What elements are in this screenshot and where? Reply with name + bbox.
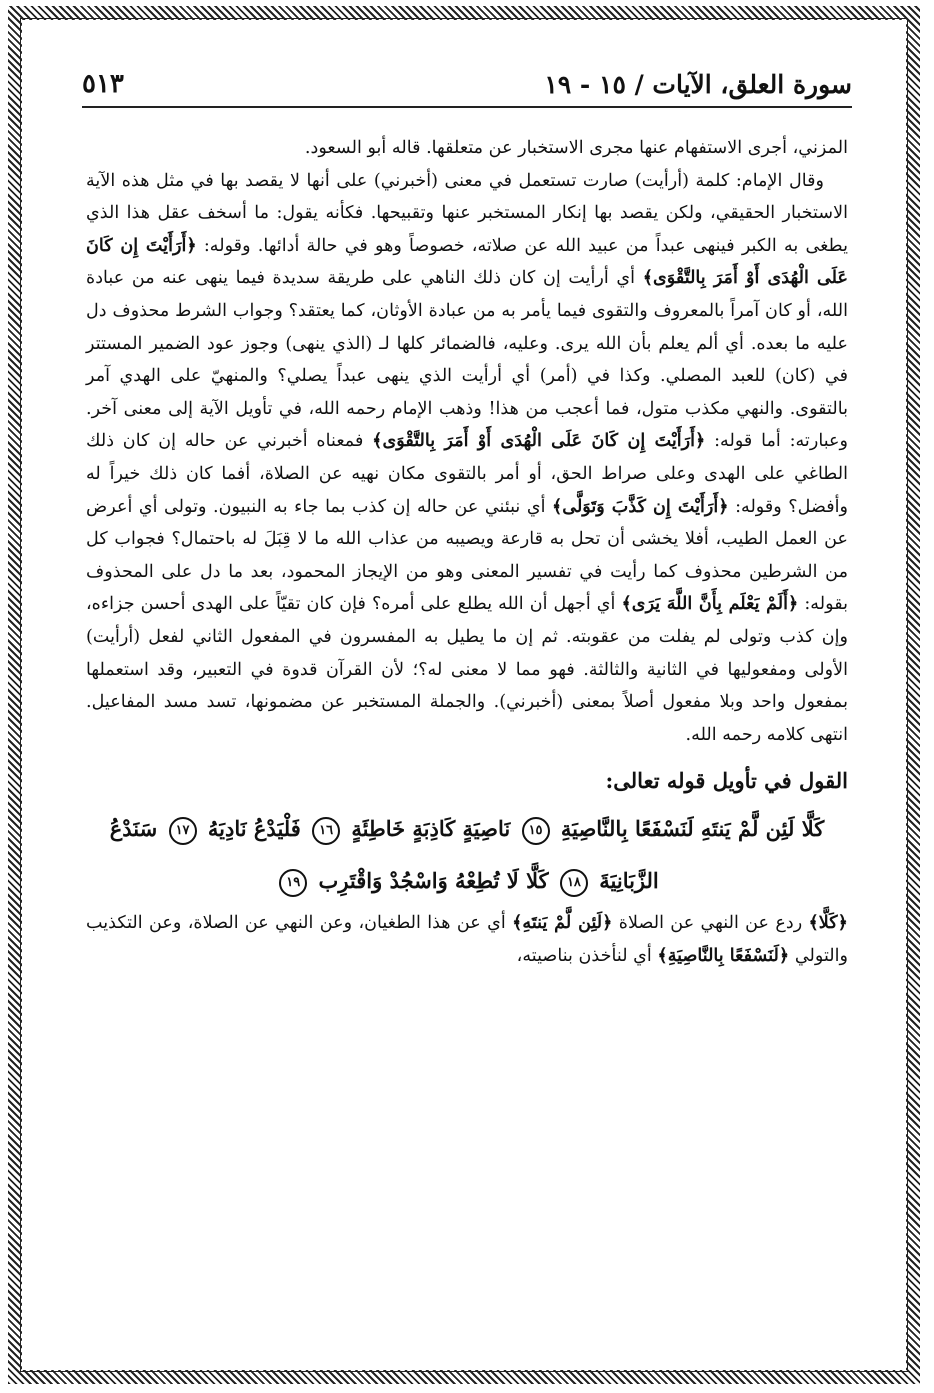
verse-number-marker: ١٦ — [312, 817, 340, 845]
verse-line-1 — [86, 803, 848, 855]
page-header — [82, 62, 852, 108]
section-heading: القول في تأويل قوله تعالى: — [605, 768, 848, 794]
text-run: أي لنأخذن بناصيته، — [516, 945, 658, 966]
quran-quote: ﴿أَرَأَيْتَ إِن كَانَ عَلَى الْهُدَى أَوْ أَمَرَ بِالتَّقْوَى﴾ — [86, 234, 848, 289]
text-run: وقال الإمام: كلمة (أرأيت) صارت تستعمل في معنى (أخبرني) على أنها لا يقصد بها في مثل هذه الآية الاستخبار الحقيقي، ولكن يقصد بها إنكار المستخبر عنها وتقبيحها. فكأنه يقول: ما أسخف عقل هذا الذي يطغى به الكبر فينهى عبداً من عبيد الله عن صلاته، خصوصاً وهو في حالة أدائها. وقوله: — [86, 170, 848, 256]
running-title: سورة العلق، الآيات / ١٥ - ١٩ — [544, 69, 852, 99]
paragraph-1 — [86, 132, 848, 165]
verse-line-2 — [86, 855, 848, 907]
verse-number-marker: ١٧ — [169, 817, 197, 845]
text-run: المزني، أجرى الاستفهام عنها مجرى الاستخبار عن متعلقها. قاله أبو السعود. — [304, 138, 848, 158]
verse-text: الزَّبَانِيَةَ — [599, 868, 659, 894]
page-number: ٥١٣ — [82, 69, 124, 99]
verse-number-marker: ١٩ — [279, 869, 307, 897]
verse-number-marker: ١٥ — [522, 817, 550, 845]
quran-quote: ﴿أَرَأَيْتَ إِن كَذَّبَ وَتَوَلَّى﴾ — [551, 495, 729, 517]
quran-quote: ﴿كَلَّا﴾ — [808, 912, 848, 934]
verse-number-marker: ١٨ — [560, 869, 588, 897]
quran-quote: ﴿أَلَمْ يَعْلَم بِأَنَّ اللَّهَ يَرَى﴾ — [621, 593, 799, 615]
verse-text: سَنَدْعُ — [109, 816, 158, 842]
quran-quote: ﴿لَنَسْفَعًا بِالنَّاصِيَةِ﴾ — [657, 944, 790, 966]
text-run: فمعناه أخبرني عن حاله إن كان ذلك الطاغي على الهدى وعلى صراط الحق، أو أمر بالتقوى مكان نهيه عن الصلاة، أفما كان ذلك خيراً له وأفضل؟ وقوله: — [86, 431, 848, 517]
text-run: أي أرأيت إن كان ذلك الناهي على طريقة سديدة فيما ينهى عنه من عبادة الله، أو كان آمراً بالمعروف والتقوى فيما يأمر به من عبادة الأوثان، كما يعتقد؟ وجواب الشرط محذوف دل عليه ما بعده. أي ألم يعلم بأن الله يرى. وعليه، فالضمائر كلها لـ (الذي ينهى) وجوز عود الضمير المستتر في (كان) للعبد المصلي. وكذا في (أمر) أي أرأيت الذي ينهى عبداً يصلي؟ والمنهيّ على الهدي آمر بالتقوى. والنهي مكذب متول، فما أعجب من هذا! وذهب الإمام رحمه الله، في تأويل الآية إلى معنى آخر. وعبارته: أما قوله: — [86, 268, 848, 452]
text-run: أي عن هذا الطغيان، وعن النهي عن الصلاة، وعن التكذيب والتولي — [86, 913, 848, 966]
page-body — [86, 132, 848, 972]
verse-text: نَاصِيَةٍ كَاذِبَةٍ خَاطِئَةٍ — [351, 816, 511, 842]
verse-text: فَلْيَدْعُ نَادِيَهُ — [207, 816, 301, 842]
text-run: أي نبئني عن حاله إن كذب بما جاء به النبيون. وتولى أي أعرض عن العمل الطيب، أفلا يخشى أن تحل به قارعة ويصيبه من عذاب الله ما لا قِبَلَ له باحتمال؟ فجواب كل من الشرطين محذوف كما رأيت في تفسير المعنى وهو من الإيجاز المحمود، بعد ما دل على المحذوف بقوله: — [86, 496, 848, 615]
verse-text: كَلَّا لَئِن لَّمْ يَنتَهِ لَنَسْفَعًا بِالنَّاصِيَةِ — [560, 816, 825, 842]
verse-text: كَلَّا لَا تُطِعْهُ وَاسْجُدْ وَاقْتَرِب — [318, 868, 549, 894]
text-run: أي أجهل أن الله يطلع على أمره؟ فإن كان تقيّاً على الهدى أحسن جزاءه، وإن كذب وتولى لم يفلت من عقوبته. ثم إن ما يطيل به المفسرون في المفعول الثاني لفعل (أرأيت) الأولى ومفعوليها في الثانية والثالثة. فهو مما لا معنى له؟؛ لأن القرآن قدوة في التعبير، وقد استعملها بمفعول واحد وبلا مفعول أصلاً بمعنى (أخبرني). والجملة المستخبر عن مضمونها، تسد مسد المفاعيل. انتهى كلامه رحمه الله. — [86, 594, 848, 745]
commentary-paragraph — [86, 907, 848, 972]
quran-quote: ﴿أَرَأَيْتَ إِن كَانَ عَلَى الْهُدَى أَوْ أَمَرَ بِالتَّقْوَى﴾ — [372, 430, 706, 452]
paragraph-2 — [86, 165, 848, 752]
quran-quote: ﴿لَئِن لَّمْ يَنتَهِ﴾ — [512, 912, 613, 934]
text-run: ردع عن النهي عن الصلاة — [612, 913, 809, 934]
